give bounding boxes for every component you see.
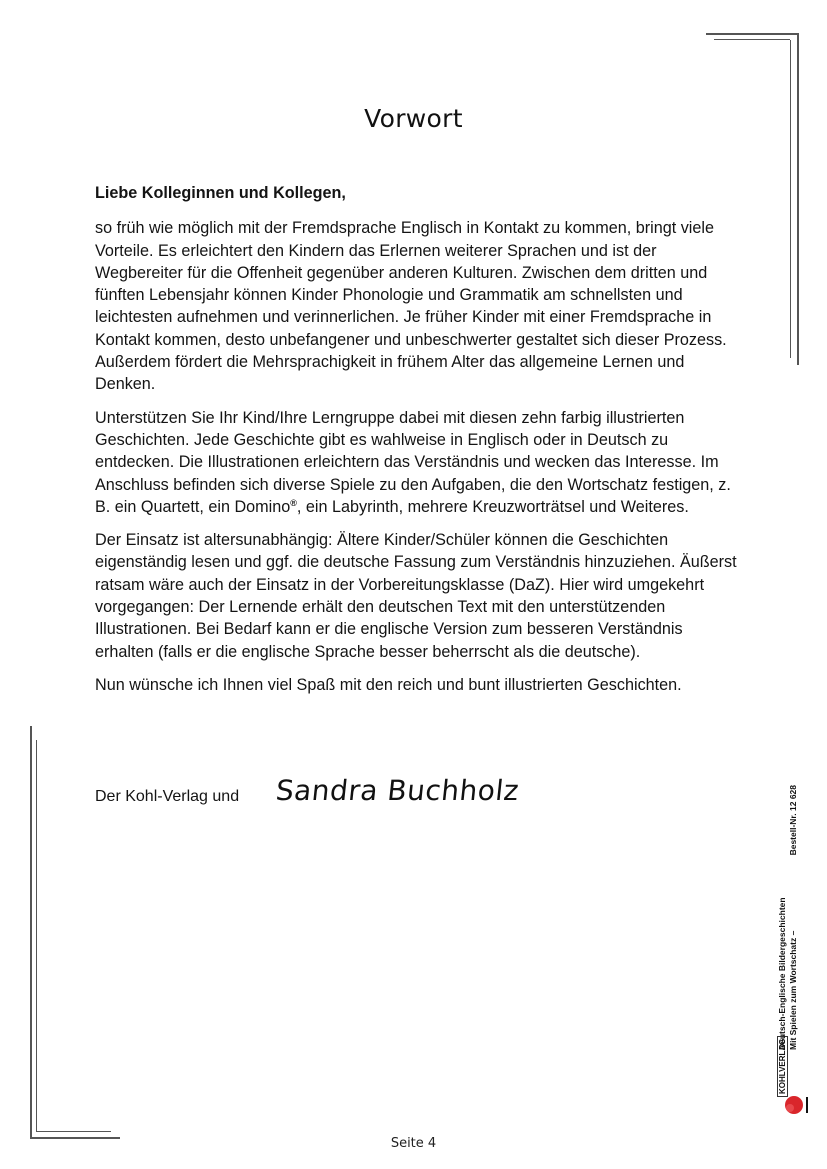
side-book-title: Deutsch-Englische Bildergeschichten [777, 897, 787, 1050]
paragraph-games-text-end: , ein Labyrinth, mehrere Kreuzworträtsel und Weiteres. [296, 497, 689, 516]
greeting: Liebe Kolleginnen und Kollegen, [95, 184, 346, 202]
frame-right-vertical [797, 33, 799, 365]
paragraph-usage: Der Einsatz ist altersunabhängig: Ältere Kinder/Schüler können die Geschichten eigenständig lesen und ggf. die deutsche Fassung zum Verständnis hinzuziehen. Äußerst ratsam wäre auch der Einsatz in der Vorbereitungsklasse (DaZ). Hier wird umgekehrt vorgegangen: Der Lernende erhält den deutschen Text mit den unterstützenden Illustrationen. Bei Bedarf kann er die englische Version zum besseren Verständnis erhalten (falls er die englische Sprache besser beherrscht als die deutsche). [95, 531, 737, 661]
paragraph-wishes: Nun wünsche ich Ihnen viel Spaß mit den reich und bunt illustrierten Geschichten. [95, 675, 682, 694]
side-publisher-info [773, 785, 815, 1115]
page-number: Seite 4 [390, 1136, 437, 1151]
publisher-logo [775, 1038, 807, 1115]
frame-right-vertical-inner [790, 40, 791, 358]
registered-mark: ® [290, 497, 297, 508]
publisher-brand: KOHLVERLAG [777, 1036, 788, 1097]
frame-bottom-left-horizontal-inner [37, 1131, 111, 1132]
frame-left-vertical [30, 726, 32, 1138]
body-text [95, 182, 745, 707]
paragraph-games [95, 407, 745, 518]
signature: Sandra Buchholz [274, 774, 521, 807]
page-title: Vorwort [364, 104, 463, 133]
side-book-subtitle: Mit Spielen zum Wortschatz – [788, 930, 798, 1050]
side-text-rotated [773, 785, 815, 1115]
side-order-number: Bestell-Nr. 12 628 [788, 785, 798, 856]
paragraph-intro: so früh wie möglich mit der Fremdsprache Englisch in Kontakt zu kommen, bringt viele Vorteile. Es erleichtert den Kindern das Erlernen weiterer Sprachen und ist der Wegbereiter für die Offenheit gegenüber anderen Kulturen. Zwischen dem dritten und fünften Lebensjahr können Kinder Phonologie und Grammatik am schnellsten und leichtesten aufnehmen und verinnerlichen. Je früher Kinder mit einer Fremdsprache in Kontakt kommen, desto unbefangener und unbeschwerter gestaltet sich dieser Prozess. Außerdem fördert die Mehrsprachigkeit in frühem Alter das allgemeine Lernen und Denken. [95, 219, 727, 394]
paragraph-games-text: Unterstützen Sie Ihr Kind/Ihre Lerngruppe dabei mit diesen zehn farbig illustrierten Geschichten. Jede Geschichte gibt es wahlweise in Englisch oder in Deutsch zu entdecken. Die Illustrationen erleichtern das Verständnis und wecken das Interesse. Im Anschluss befinden sich diverse Spiele zu den Aufgaben, die den Wortschatz festigen, z. B. ein Quartett, ein Domino [95, 408, 731, 516]
frame-top-right-horizontal-inner [714, 39, 790, 40]
cabbage-icon [779, 1095, 809, 1115]
frame-left-vertical-inner [36, 740, 37, 1132]
frame-top-right-horizontal [706, 33, 798, 35]
closing-text: Der Kohl-Verlag und [95, 788, 240, 805]
